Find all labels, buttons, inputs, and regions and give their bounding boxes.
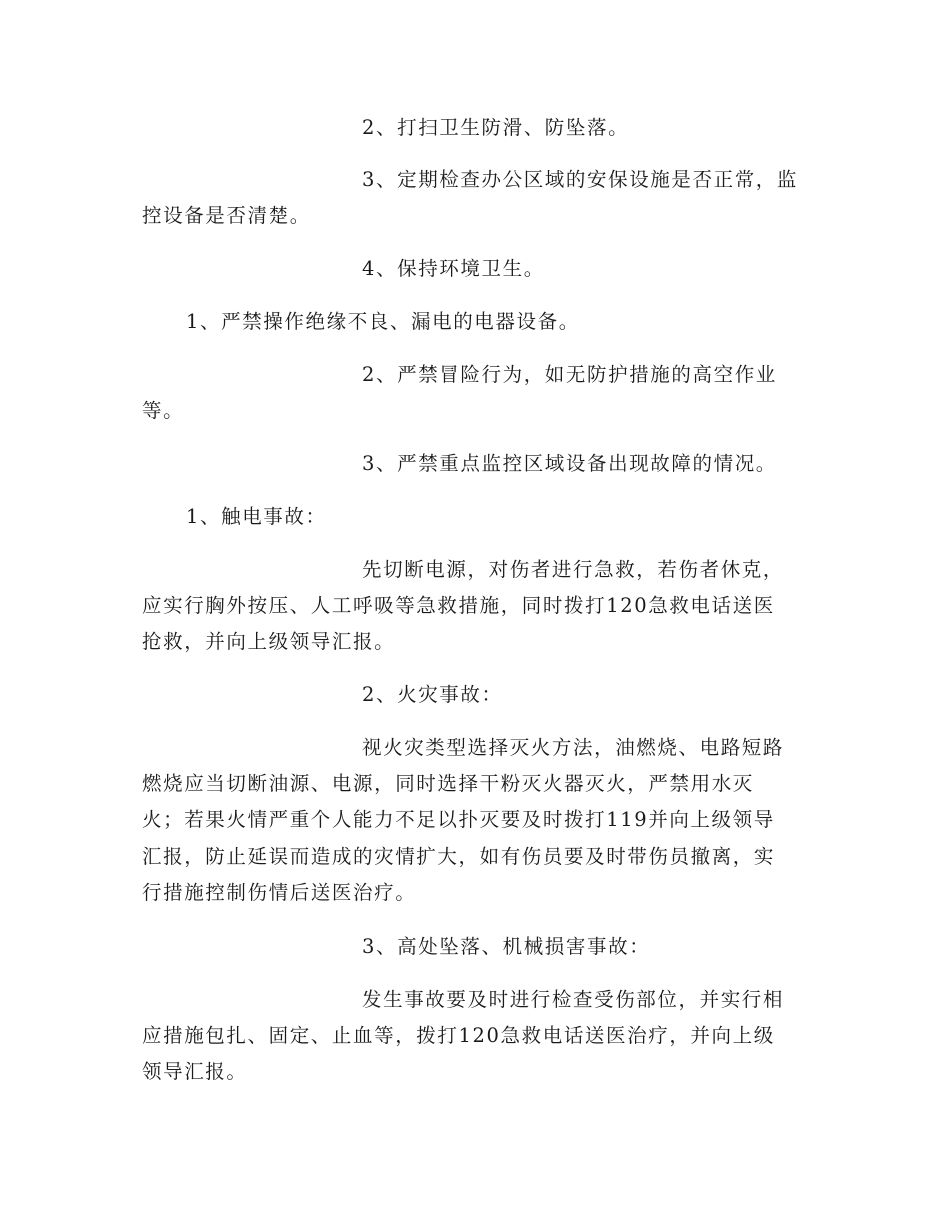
paragraph-line: 燃烧应当切断油源、电源，同时选择干粉灭火器灭火，严禁用水灭 bbox=[142, 772, 754, 795]
paragraph-line: 3、高处坠落、机械损害事故： bbox=[362, 935, 651, 958]
paragraph-line: 应措施包扎、固定、止血等，拨打120急救电话送医治疗，并向上级 bbox=[142, 1024, 775, 1047]
paragraph-line: 1、严禁操作绝缘不良、漏电的电器设备。 bbox=[186, 310, 580, 333]
paragraph-line: 2、严禁冒险行为，如无防护措施的高空作业 bbox=[362, 363, 777, 386]
paragraph-line: 行措施控制伤情后送医治疗。 bbox=[142, 881, 417, 904]
paragraph-line: 应实行胸外按压、人工呼吸等急救措施，同时拨打120急救电话送医 bbox=[142, 594, 775, 617]
paragraph-line: 2、打扫卫生防滑、防坠落。 bbox=[362, 116, 630, 139]
paragraph-line: 先切断电源，对伤者进行急救，若伤者休克， bbox=[362, 558, 785, 581]
paragraph-line: 领导汇报。 bbox=[142, 1060, 248, 1083]
paragraph-line: 3、定期检查办公区域的安保设施是否正常，监 bbox=[362, 168, 799, 191]
paragraph-line: 控设备是否清楚。 bbox=[142, 204, 311, 227]
paragraph-line: 等。 bbox=[142, 399, 185, 422]
paragraph-line: 4、保持环境卫生。 bbox=[362, 257, 545, 280]
paragraph-line: 3、严禁重点监控区域设备出现故障的情况。 bbox=[362, 452, 777, 475]
paragraph-line: 汇报，防止延误而造成的灾情扩大，如有伤员要及时带伤员撤离，实 bbox=[142, 845, 776, 868]
paragraph-line: 发生事故要及时进行检查受伤部位，并实行相 bbox=[362, 988, 785, 1011]
paragraph-line: 视火灾类型选择灭火方法，油燃烧、电路短路 bbox=[362, 736, 785, 759]
paragraph-line: 2、火灾事故： bbox=[362, 683, 503, 706]
paragraph-line: 抢救，并向上级领导汇报。 bbox=[142, 630, 396, 653]
paragraph-line: 1、触电事故： bbox=[186, 505, 327, 528]
paragraph-line: 火；若果火情严重个人能力不足以扑灭要及时拨打119并向上级领导 bbox=[142, 808, 775, 831]
